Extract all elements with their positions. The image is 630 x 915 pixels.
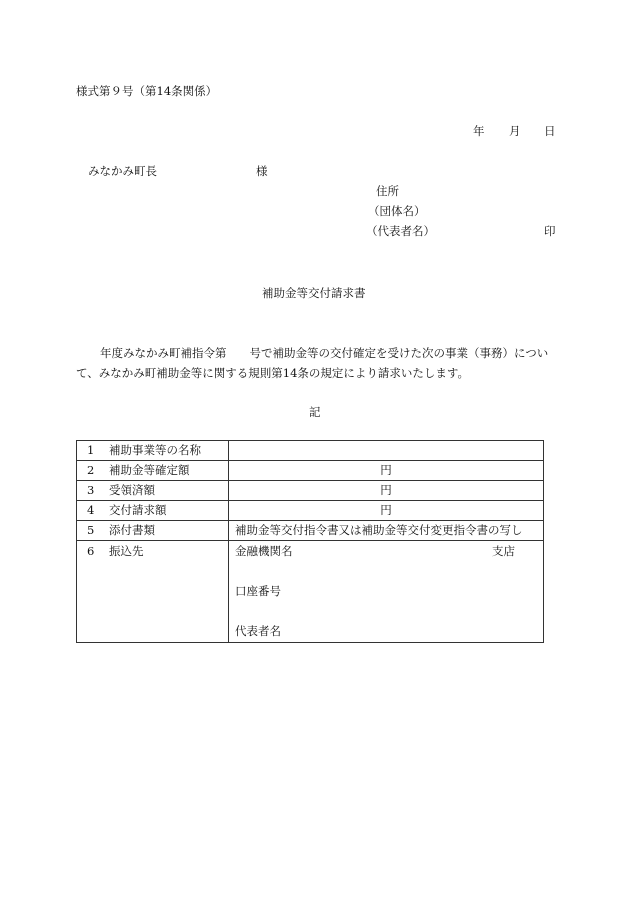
- applicant-address-label: 住所: [376, 184, 399, 198]
- table-row: [77, 441, 544, 461]
- row-number: 3: [87, 482, 95, 497]
- row-label: 補助金等確定額: [109, 462, 190, 477]
- row-number: 6: [87, 544, 95, 558]
- row-value-field[interactable]: [229, 441, 544, 461]
- row-number: 2: [87, 462, 95, 477]
- row-value-field[interactable]: 円: [229, 481, 544, 501]
- applicant-organization-label: （団体名）: [368, 204, 426, 218]
- row-value-field[interactable]: 円: [229, 501, 544, 521]
- row-number: 4: [87, 502, 95, 517]
- row-label: 交付請求額: [109, 502, 167, 517]
- table-row: [77, 541, 544, 643]
- document-title: 補助金等交付請求書: [262, 286, 366, 300]
- ki-heading: 記: [309, 405, 321, 419]
- seal-mark: 印: [544, 224, 556, 238]
- account-number-label: 口座番号: [235, 584, 281, 598]
- row-value-field[interactable]: 円: [229, 461, 544, 481]
- form-table: [76, 440, 544, 643]
- date-year: 年: [473, 124, 485, 138]
- date-month: 月: [509, 124, 521, 138]
- table-row: [77, 481, 544, 501]
- table-row: [77, 461, 544, 481]
- table-row: [77, 501, 544, 521]
- row-value-field: 補助金等交付指令書又は補助金等交付変更指令書の写し: [229, 521, 544, 541]
- table-row: [77, 521, 544, 541]
- account-representative-label: 代表者名: [235, 624, 281, 638]
- addressee-name: みなかみ町長: [88, 164, 157, 178]
- bank-institution-label: 金融機関名: [235, 544, 293, 558]
- row-label: 受領済額: [109, 482, 155, 497]
- body-line-2: て、みなかみ町補助金等に関する規則第14条の規定により請求いたします。: [76, 366, 469, 380]
- form-number: 様式第９号（第14条関係）: [76, 84, 218, 98]
- applicant-representative-label: （代表者名）: [366, 224, 435, 238]
- row-label: 添付書類: [109, 522, 155, 537]
- bank-details-cell[interactable]: [229, 541, 544, 643]
- date-day: 日: [544, 124, 556, 138]
- bank-branch-label: 支店: [492, 544, 515, 558]
- row-number: 5: [87, 522, 95, 537]
- addressee-honorific: 様: [256, 164, 268, 178]
- body-line-1: 年度みなかみ町補指令第 号で補助金等の交付確定を受けた次の事業（事務）につい: [100, 346, 549, 360]
- row-label: 振込先: [109, 544, 144, 558]
- row-label: 補助事業等の名称: [109, 442, 201, 457]
- row-number: 1: [87, 442, 95, 457]
